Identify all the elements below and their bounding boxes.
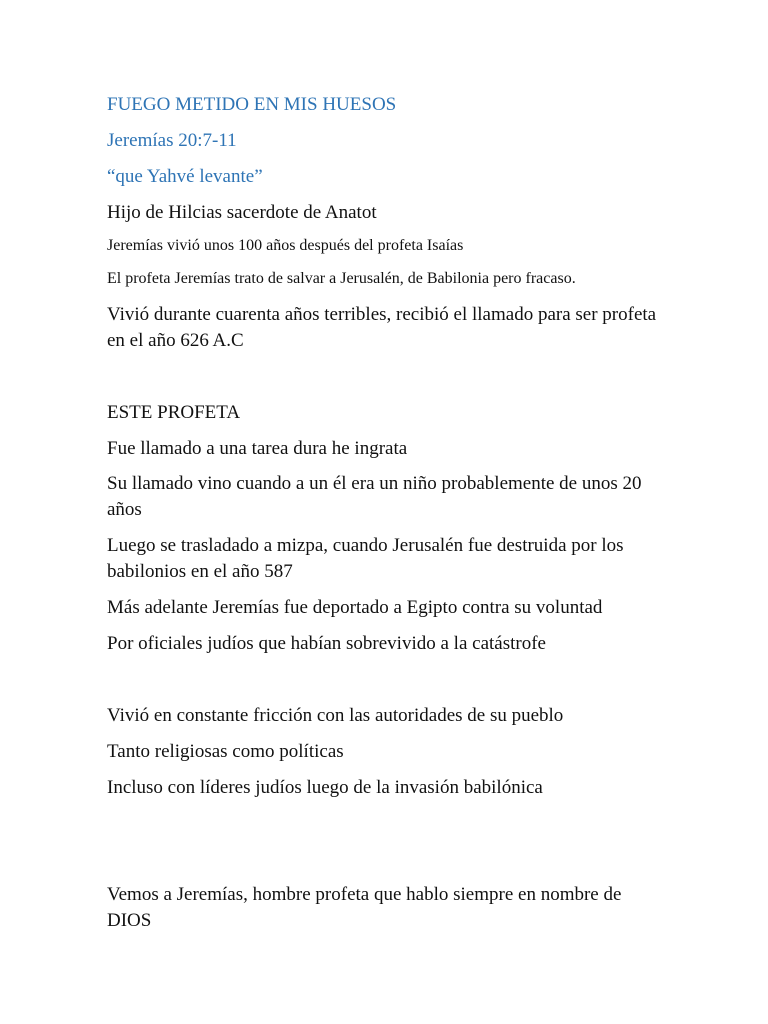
paragraph-jewish-leaders: Incluso con líderes judíos luego de la invasión babilónica (107, 777, 543, 798)
name-meaning-quote: “que Yahvé levante” (107, 166, 263, 187)
intro-line-calling: Vivió durante cuarenta años terribles, recibió el llamado para ser profeta en el año 626 A.C (107, 304, 657, 351)
paragraph-calling-age: Su llamado vino cuando a un él era un niño probablemente de unos 20 años (107, 473, 642, 520)
document-title: FUEGO METIDO EN MIS HUESOS (107, 94, 397, 115)
intro-line-era: Jeremías vivió unos 100 años después del profeta Isaías (107, 237, 464, 254)
paragraph-task: Fue llamado a una tarea dura he ingrata (107, 438, 408, 459)
paragraph-religious-political: Tanto religiosas como políticas (107, 741, 344, 762)
paragraph-friction: Vivió en constante fricción con las autoridades de su pueblo (107, 705, 564, 726)
intro-line-mission: El profeta Jeremías trato de salvar a Jerusalén, de Babilonia pero fracaso. (107, 270, 576, 287)
closing-paragraph: Vemos a Jeremías, hombre profeta que hablo siempre en nombre de DIOS (107, 884, 622, 931)
scripture-reference: Jeremías 20:7-11 (107, 130, 237, 151)
intro-line-parentage: Hijo de Hilcias sacerdote de Anatot (107, 202, 377, 223)
paragraph-officials: Por oficiales judíos que habían sobrevivido a la catástrofe (107, 633, 546, 654)
section-heading-este-profeta: ESTE PROFETA (107, 402, 241, 423)
paragraph-egypt: Más adelante Jeremías fue deportado a Egipto contra su voluntad (107, 597, 603, 618)
paragraph-mizpa: Luego se trasladado a mizpa, cuando Jerusalén fue destruida por los babilonios en el año 587 (107, 535, 624, 582)
